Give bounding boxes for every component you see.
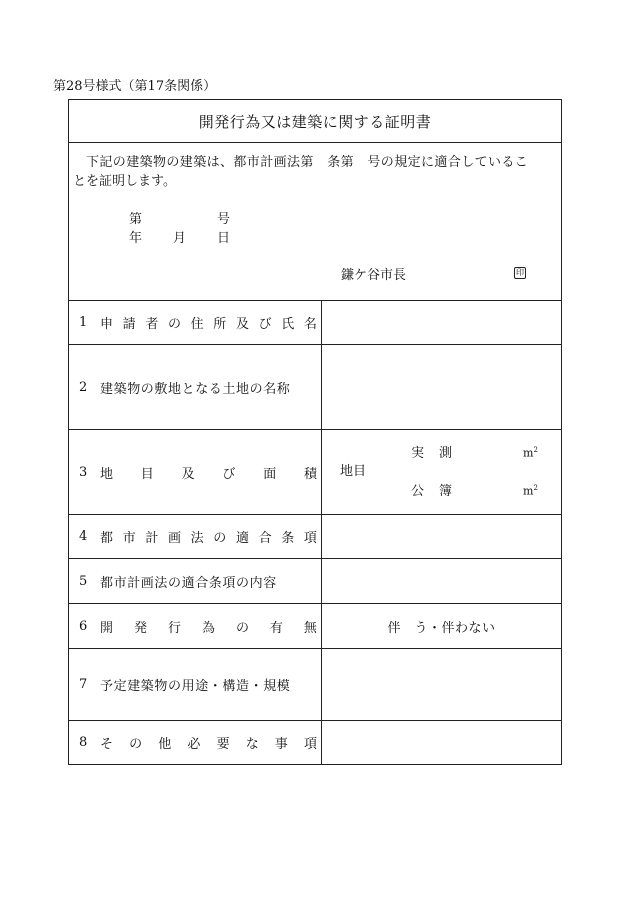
row-label-area [69,430,322,514]
applicable-clause-value-field[interactable] [322,515,561,558]
row-label-text: 都 市 計 画 法 の 適 合 条 項 [100,531,317,546]
certification-text-line1: 下記の建築物の建築は、都市計画法第 条第 号の規定に適合しているこ [86,155,529,170]
number-dai: 第 [129,212,143,227]
row-label-text: 予定建築物の用途・構造・規模 [100,679,291,694]
row-label-clause-content [69,559,322,603]
koubo-char-1: 公 [411,484,425,499]
row-number: 8 [79,735,88,750]
certification-section [69,142,561,301]
row-number: 6 [79,618,88,634]
row-label-text: そ の 他 必 要 な 事 項 [100,737,317,752]
row-label-other-matters [69,721,322,764]
table-row [69,515,561,559]
row-number: 7 [79,677,88,692]
row-label-text: 地 目 及 び 面 積 [100,466,317,482]
other-matters-value-field[interactable] [322,721,561,764]
table-row [69,721,561,764]
form-title: 開発行為又は建築に関する証明書 [69,100,561,143]
row-label-development [69,604,322,648]
certification-text-line2: とを証明します。 [73,174,176,189]
table-row [69,300,561,345]
certificate-form [68,99,562,765]
area-unit-jissoku: $m^2$ [523,446,538,460]
row-number: 1 [79,314,88,330]
seal-mark: 印 [516,268,524,277]
row-number: 5 [79,573,88,589]
table-row [69,430,561,515]
row-number: 2 [79,379,88,395]
jissoku-char-2: 測 [439,446,453,461]
chimoku-label: 地目 [340,464,367,479]
table-row [69,604,561,649]
row-label-planned-building [69,649,322,720]
row-label-applicant [69,300,322,344]
planned-building-value-field[interactable] [322,649,561,720]
table-row [69,559,561,604]
development-choice[interactable]: 伴 う・伴わない [387,620,496,636]
date-year: 年 [129,231,143,246]
table-row [69,345,561,430]
date-month: 月 [173,231,187,246]
koubo-char-2: 簿 [439,484,453,499]
row-label-text: 開 発 行 為 の 有 無 [100,620,317,636]
table-row [69,649,561,721]
row-label-text: 都市計画法の適合条項の内容 [100,575,277,591]
area-value-field[interactable] [322,430,561,514]
development-value-field[interactable] [322,604,561,648]
applicant-value-field[interactable] [322,300,561,344]
clause-content-value-field[interactable] [322,559,561,603]
form-number: 第28号様式（第17条関係） [53,79,217,94]
row-label-text: 建築物の敷地となる土地の名称 [100,381,291,397]
row-label-applicable-clause [69,515,322,558]
land-name-value-field[interactable] [322,345,561,429]
number-go: 号 [217,212,231,227]
jissoku-char-1: 実 [411,446,425,461]
row-number: 3 [79,464,88,480]
row-label-text: 申 請 者 の 住 所 及 び 氏 名 [100,316,317,332]
row-number: 4 [79,529,88,544]
area-unit-koubo: $m^2$ [523,484,538,498]
date-day: 日 [217,231,231,246]
row-label-land-name [69,345,322,429]
mayor-title: 鎌ケ谷市長 [341,268,407,283]
